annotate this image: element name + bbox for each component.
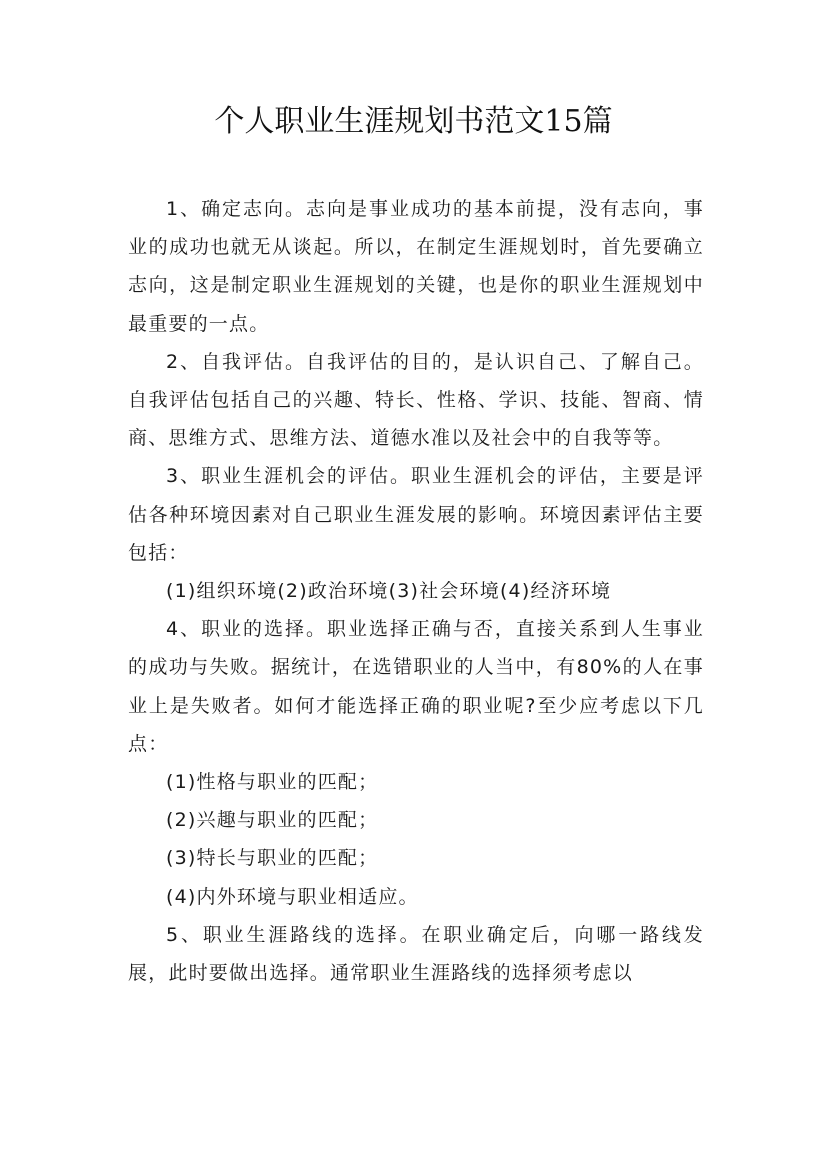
paragraph-career-choice: 4、职业的选择。职业选择正确与否，直接关系到人生事业的成功与失败。据统计，在选错职业的人当中，有80%的人在事业上是失败者。如何才能选择正确的职业呢?至少应考虑以下几点：: [128, 618, 704, 755]
paragraph-opportunity-assessment: 3、职业生涯机会的评估。职业生涯机会的评估，主要是评估各种环境因素对自己职业生涯发展的影响。环境因素评估主要包括：: [128, 465, 704, 564]
list-item-personality: (1)性格与职业的匹配；: [166, 771, 379, 794]
document-body: [128, 190, 704, 992]
paragraph-career-path: 5、职业生涯路线的选择。在职业确定后，向哪一路线发展，此时要做出选择。通常职业生涯路线的选择须考虑以: [128, 923, 704, 985]
paragraph-goal: 1、确定志向。志向是事业成功的基本前提，没有志向，事业的成功也就无从谈起。所以，在制定生涯规划时，首先要确立志向，这是制定职业生涯规划的关键，也是你的职业生涯规划中最重要的一点。: [128, 198, 704, 335]
list-item-interest: (2)兴趣与职业的匹配；: [166, 809, 379, 832]
list-item-environment: (4)内外环境与职业相适应。: [166, 885, 419, 908]
list-item-specialty: (3)特长与职业的匹配；: [166, 847, 379, 870]
paragraph-environment-list: (1)组织环境(2)政治环境(3)社会环境(4)经济环境: [166, 580, 612, 603]
document-title: 个人职业生涯规划书范文15篇: [214, 104, 613, 139]
paragraph-self-assessment: 2、自我评估。自我评估的目的，是认识自己、了解自己。自我评估包括自己的兴趣、特长、性格、学识、技能、智商、情商、思维方式、思维方法、道德水准以及社会中的自我等等。: [128, 350, 704, 450]
